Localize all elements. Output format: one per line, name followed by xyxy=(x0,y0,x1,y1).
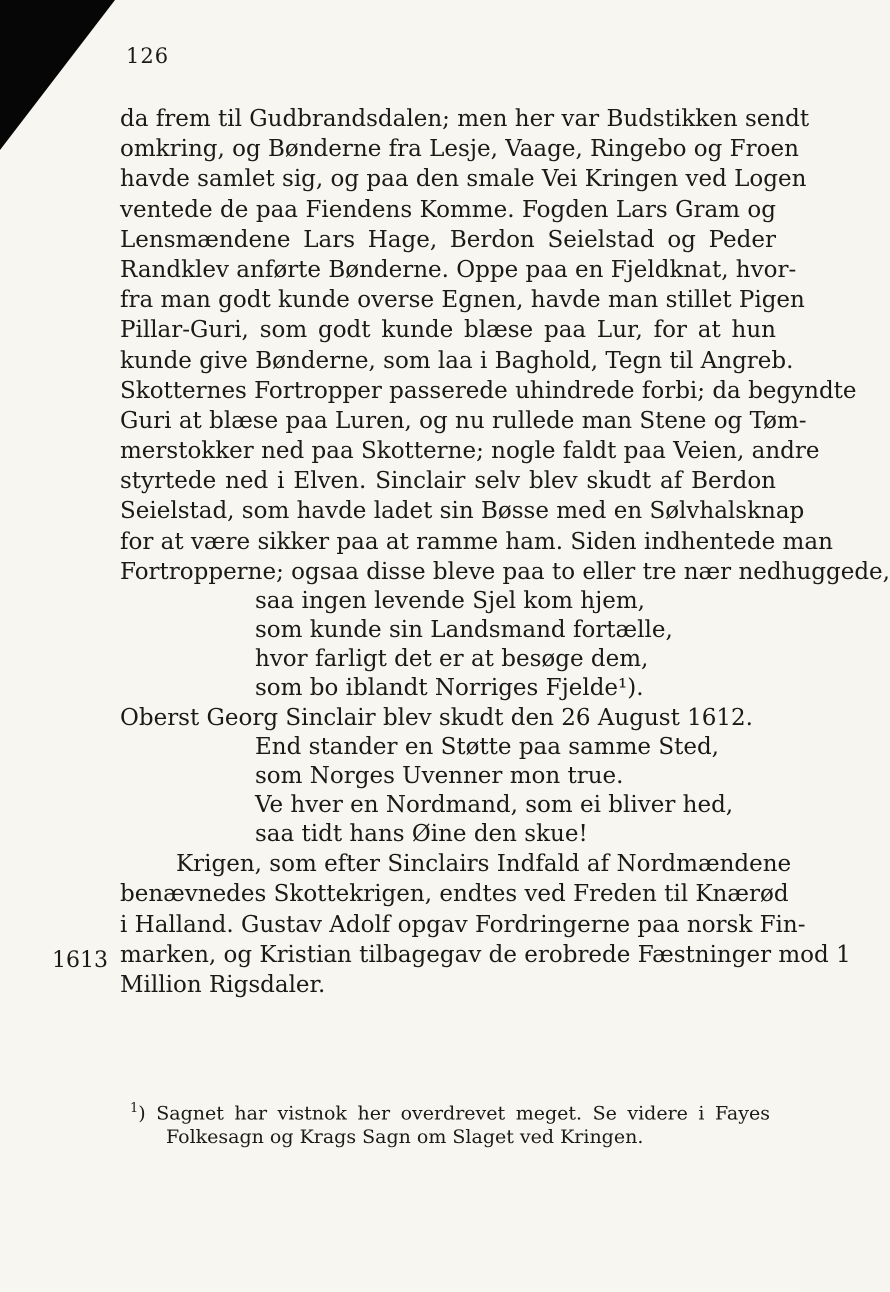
footnote-mark: 1 xyxy=(130,1101,139,1116)
text-line: for at være sikker paa at ramme ham. Siden indhentede man xyxy=(120,528,833,555)
text-line: merstokker ned paa Skotterne; nogle faldt paa Veien, andre xyxy=(120,438,820,465)
death-line: Oberst Georg Sinclair blev skudt den 26 August 1612. xyxy=(120,705,753,731)
text-line: Pillar-Guri, som godt kunde blæse paa Lur, for at hun xyxy=(120,317,776,344)
text-line: Lensmændene Lars Hage, Berdon Seielstad og Peder xyxy=(120,226,776,253)
text-line: Randklev anførte Bønderne. Oppe paa en Fjeldknat, hvor- xyxy=(120,256,797,283)
text-line: i Halland. Gustav Adolf opgav Fordringerne paa norsk Fin- xyxy=(120,911,806,938)
text-line: Skotternes Fortropper passerede uhindrede forbi; da begyndte xyxy=(120,377,857,404)
body-text xyxy=(120,104,890,1000)
footnote-line xyxy=(130,1094,770,1123)
text-line: Million Rigsdaler. xyxy=(120,971,326,998)
text-line: Seielstad, som havde ladet sin Bøsse med en Sølvhalsknap xyxy=(120,498,805,525)
text-line: ventede de paa Fiendens Komme. Fogden Lars Gram og xyxy=(120,196,776,223)
page-number: 126 xyxy=(126,44,170,68)
verse-line: som bo iblandt Norriges Fjelde¹). xyxy=(255,675,644,701)
torn-corner xyxy=(0,0,115,150)
text-line: Fortropperne; ogsaa disse bleve paa to eller tre nær nedhuggede, xyxy=(120,558,890,585)
text-line: marken, og Kristian tilbagegav de erobrede Fæstninger mod 1 xyxy=(120,941,851,968)
verse-block xyxy=(120,733,776,849)
verse-line: Ve hver en Nordmand, som ei bliver hed, xyxy=(255,792,734,819)
text-line: Guri at blæse paa Luren, og nu rullede man Stene og Tøm- xyxy=(120,407,807,434)
text-line: omkring, og Bønderne fra Lesje, Vaage, Ringebo og Froen xyxy=(120,136,799,163)
text-line: styrtede ned i Elven. Sinclair selv blev skudt af Berdon xyxy=(120,468,776,495)
verse-line: hvor farligt det er at besøge dem, xyxy=(255,646,649,672)
text-line: kunde give Bønderne, som laa i Baghold, Tegn til Angreb. xyxy=(120,347,794,374)
footnote-text: ) Sagnet har vistnok her overdrevet meget. Se videre i Fayes xyxy=(138,1102,770,1125)
text-line: Krigen, som efter Sinclairs Indfald af Nordmændene xyxy=(176,851,792,878)
footnote-line: Folkesagn og Krags Sagn om Slaget ved Kringen. xyxy=(166,1126,644,1148)
text-line: benævnedes Skottekrigen, endtes ved Freden til Knærød xyxy=(120,881,789,908)
verse-line: End stander en Støtte paa samme Sted, xyxy=(255,734,719,761)
verse-block xyxy=(120,587,776,703)
verse-line: som kunde sin Landsmand fortælle, xyxy=(255,617,673,643)
verse-line: saa ingen levende Sjel kom hjem, xyxy=(255,588,645,614)
margin-year: 1613 xyxy=(52,948,108,973)
verse-line: saa tidt hans Øine den skue! xyxy=(255,821,588,848)
verse-line: som Norges Uvenner mon true. xyxy=(255,763,624,790)
text-line: da frem til Gudbrandsdalen; men her var Budstikken sendt xyxy=(120,106,810,132)
text-line: havde samlet sig, og paa den smale Vei Kringen ved Logen xyxy=(120,166,807,193)
text-line: fra man godt kunde overse Egnen, havde man stillet Pigen xyxy=(120,287,805,314)
footnote xyxy=(130,1094,770,1152)
